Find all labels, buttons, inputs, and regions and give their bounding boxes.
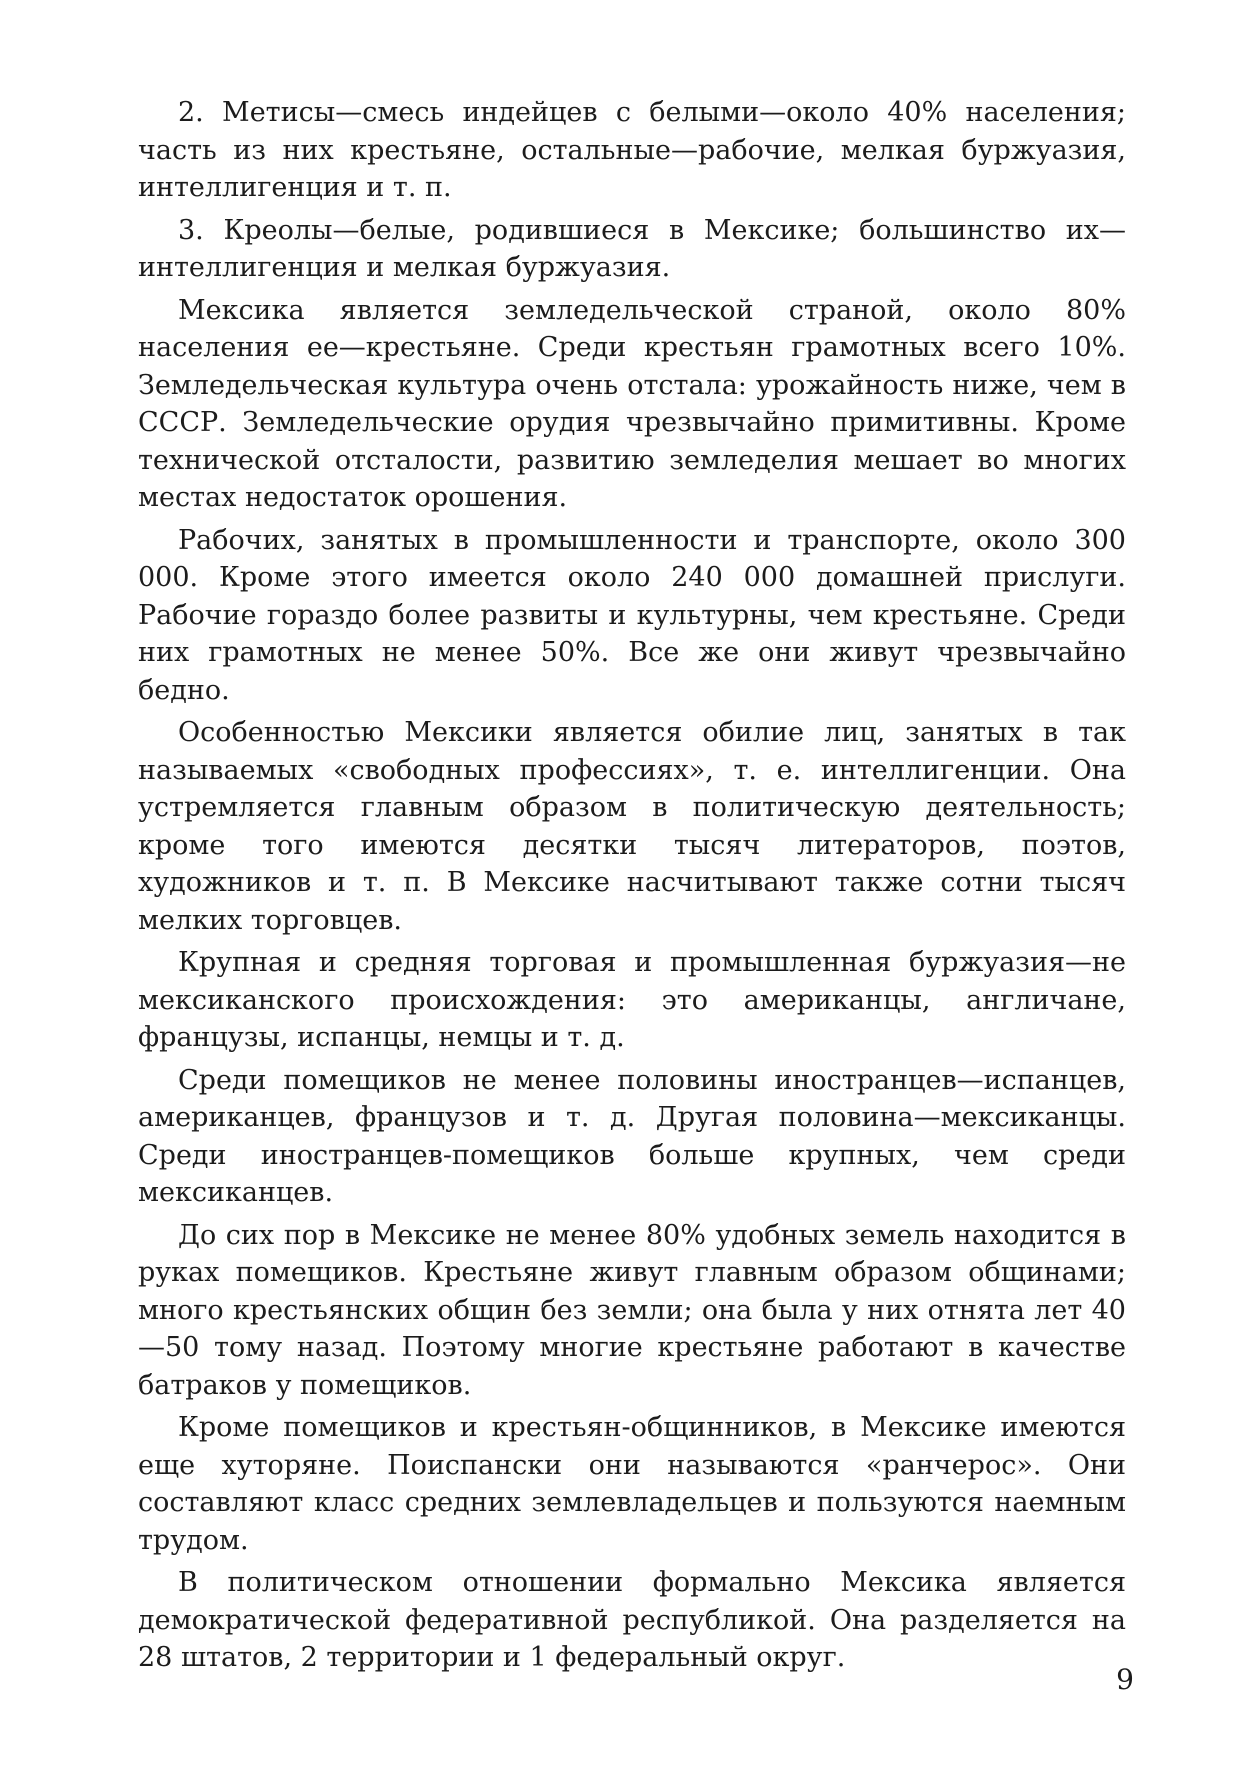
paragraph-intelligentsia: Особенностью Мексики является обилие лиц, занятых в так называемых «свободных профессиях», т. е. интеллигенции. Она устремляется главным образом в политическую деятельность; кроме того имеются десятки тысяч литераторов, поэтов, художников и т. п. В Мексике насчитывают также сотни тысяч мелких торговцев. [138,717,1126,936]
paragraph-bourgeoisie: Крупная и средняя торговая и промышленная буржуазия—не мексиканского происхождения: это американцы, англичане, французы, испанцы, немцы и т. д. [138,947,1126,1053]
paragraph-landowners: Среди помещиков не менее половины иностранцев—испанцев, американцев, французов и т. д. Другая половина—мексиканцы. Среди иностранцев-помещиков больше крупных, чем среди мексиканцев. [138,1064,1126,1208]
paragraph-agriculture: Мексика является земледельческой страной, около 80% населения ее—крестьяне. Среди крестьян грамотных всего 10%. Земледельческая культура очень отстала: урожайность ниже, чем в СССР. Земледельческие орудия чрезвычайно примитивны. Кроме технической отсталости, развитию земледелия мешает во многих местах недостаток орошения. [138,294,1126,513]
paragraph-land-ownership: До сих пор в Мексике не менее 80% удобных земель находится в руках помещиков. Крестьяне живут главным образом общинами; много крестьянских общин без земли; она была у них отнята лет 40—50 тому назад. Поэтому многие крестьяне работают в качестве батраков у помещиков. [138,1219,1126,1401]
paragraph-workers: Рабочих, занятых в промышленности и транспорте, около 300 000. Кроме этого имеется около 240 000 домашней прислуги. Рабочие гораздо более развиты и культурны, чем крестьяне. Среди них грамотных не менее 50%. Все же они живут чрезвычайно бедно. [138,524,1126,706]
paragraph-mestizos: 2. Метисы—смесь индейцев с белыми—около 40% населения; часть из них крестьяне, остальные—рабочие, мелкая буржуазия, интеллигенция и т. п. [138,97,1126,203]
body-text [138,94,1126,1682]
paragraph-creoles: 3. Креолы—белые, родившиеся в Мексике; большинство их—интеллигенция и мелкая буржуазия. [138,214,1126,283]
page-number: 9 [1116,1663,1134,1696]
paragraph-political-structure: В политическом отношении формально Мексика является демократической федеративной республикой. Она разделяется на 28 штатов, 2 территории и 1 федеральный округ. [138,1567,1126,1673]
paragraph-rancheros: Кроме помещиков и крестьян-общинников, в Мексике имеются еще хуторяне. Поиспански они называются «ранчерос». Они составляют класс средних землевладельцев и пользуются наемным трудом. [138,1412,1126,1556]
